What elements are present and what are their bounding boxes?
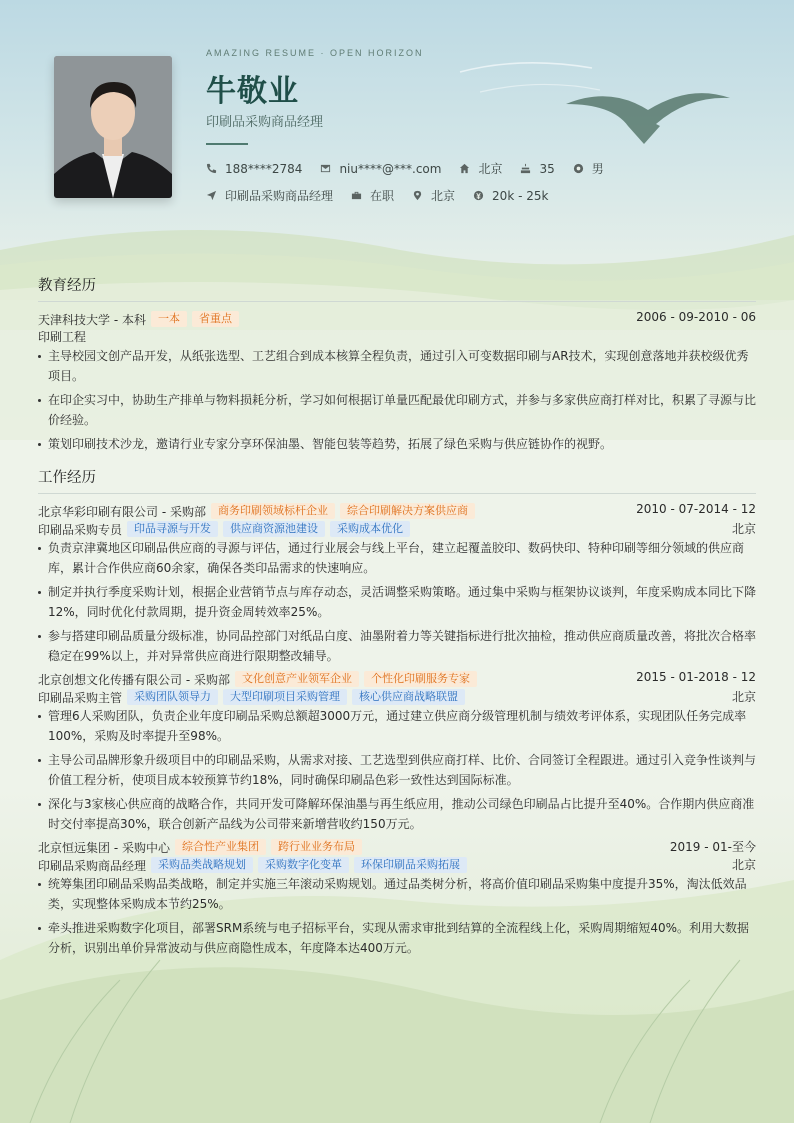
role-name: 印刷品采购专员 (38, 522, 123, 537)
job-bullets (38, 874, 756, 958)
target-city-text: 北京 (431, 189, 456, 203)
list-item: 统筹集团印刷品采购品类战略，制定并实施三年滚动采购规划。通过品类树分析，将高价值印刷品采购集中度提升35%，淘汰低效品类，实现整体采购成本节约25%。 (38, 874, 756, 914)
job-location: 北京 (731, 858, 756, 872)
status-item (351, 187, 394, 204)
job-entry (38, 502, 756, 666)
role-name: 印刷品采购商品经理 (38, 858, 147, 873)
role-tag: 采购数字化变革 (258, 857, 349, 873)
company-name: 北京华彩印刷有限公司 - 采购部 (38, 504, 206, 519)
job-location: 北京 (731, 522, 756, 536)
company-tag: 商务印刷领域标杆企业 (211, 503, 335, 519)
role-tag: 采购品类战略规划 (151, 857, 253, 873)
list-item: 参与搭建印刷品质量分级标准，协同品控部门对纸品白度、油墨附着力等关键指标进行批次抽检，推动供应商质量改善，将批次合格率稳定在99%以上，并对异常供应商进行限期整改辅导。 (38, 626, 756, 666)
list-item: 牵头推进采购数字化项目，部署SRM系统与电子招标平台，实现从需求审批到结算的全流程线上化，采购周期缩短40%。利用大数据分析，识别出单价异常波动与供应商隐性成本，年度降本达400万元。 (38, 918, 756, 958)
list-item: 主导校园文创产品开发，从纸张选型、工艺组合到成本核算全程负责，通过引入可变数据印刷与AR技术，实现创意落地并获校级优秀项目。 (38, 346, 756, 386)
job-role-row (38, 688, 756, 706)
education-date: 2006 - 09-2010 - 06 (636, 310, 756, 324)
work-section (38, 466, 756, 962)
company-name: 北京恒远集团 - 采购中心 (38, 840, 170, 855)
education-bullets (38, 346, 756, 454)
salary-text: 20k - 25k (492, 188, 549, 203)
title-underline (206, 143, 248, 145)
education-tag: 省重点 (192, 311, 239, 327)
gender-icon (573, 163, 584, 174)
company-tag: 个性化印刷服务专家 (364, 671, 477, 687)
gender-text: 男 (591, 162, 604, 176)
job-entry (38, 670, 756, 834)
job-location: 北京 (731, 690, 756, 704)
job-company-row (38, 502, 756, 520)
company-name: 北京创想文化传播有限公司 - 采购部 (38, 672, 230, 687)
job-role-row (38, 520, 756, 538)
home-icon (459, 163, 470, 174)
company-tag: 文化创意产业领军企业 (235, 671, 359, 687)
job-bullets (38, 706, 756, 834)
age-text: 35 (539, 161, 555, 176)
contact-info-row (206, 160, 622, 177)
job-entry (38, 838, 756, 958)
tagline: AMAZING RESUME · OPEN HORIZON (206, 48, 424, 58)
role-tag: 核心供应商战略联盟 (352, 689, 465, 705)
job-company-row (38, 838, 756, 856)
role-tag: 大型印刷项目采购管理 (223, 689, 347, 705)
education-tag: 一本 (151, 311, 187, 327)
hometown-text: 北京 (478, 162, 503, 176)
company-tag: 综合印刷解决方案供应商 (340, 503, 475, 519)
job-bullets (38, 538, 756, 666)
phone-icon (206, 163, 217, 174)
job-intent-row (206, 187, 566, 204)
list-item: 制定并执行季度采购计划，根据企业营销节点与库存动态，灵活调整采购策略。通过集中采购与框架协议谈判，年度采购成本同比下降12%，同时优化付款周期，提升资金周转效率25%。 (38, 582, 756, 622)
role-tag: 环保印刷品采购拓展 (354, 857, 467, 873)
mail-icon (320, 163, 331, 174)
job-date: 2019 - 01-至今 (669, 840, 756, 854)
phone-item (206, 162, 302, 176)
gender-item (573, 160, 604, 177)
job-date: 2015 - 01-2018 - 12 (636, 670, 756, 684)
cake-icon (520, 163, 531, 174)
hometown-item (459, 160, 502, 177)
profile-photo (54, 56, 172, 198)
email-text: niu****@***.com (339, 161, 442, 176)
list-item: 管理6人采购团队，负责企业年度印刷品采购总额超3000万元，通过建立供应商分级管理机制与绩效考评体系，实现团队任务完成率100%，采购及时率提升至98%。 (38, 706, 756, 746)
status-text: 在职 (370, 189, 395, 203)
age-item (520, 162, 554, 176)
company-tag: 跨行业业务布局 (271, 839, 362, 855)
candidate-name: 牛敬业 (206, 74, 299, 109)
job-title: 印刷品采购商品经理 (206, 115, 324, 130)
education-section (38, 274, 756, 458)
salary-icon (473, 190, 484, 201)
send-icon (206, 190, 217, 201)
work-title: 工作经历 (38, 466, 756, 494)
job-date: 2010 - 07-2014 - 12 (636, 502, 756, 516)
role-tag: 印品寻源与开发 (127, 521, 218, 537)
role-tag: 采购成本优化 (330, 521, 410, 537)
list-item: 主导公司品牌形象升级项目中的印刷品采购，从需求对接、工艺选型到供应商打样、比价、合同签订全程跟进。通过引入竞争性谈判与价值工程分析，使项目成本较预算节约18%，同时确保印刷品色彩一致性达到国际标准。 (38, 750, 756, 790)
list-item: 深化与3家核心供应商的战略合作，共同开发可降解环保油墨与再生纸应用，推动公司绿色印刷品占比提升至40%。合作期内供应商准时交付率提高30%，联合创新产品线为公司带来新增营收约150万元。 (38, 794, 756, 834)
phone-text: 188****2784 (225, 161, 303, 176)
major: 印刷工程 (38, 330, 87, 344)
briefcase-icon (351, 190, 362, 201)
role-tag: 采购团队领导力 (127, 689, 218, 705)
salary-item (473, 189, 548, 203)
company-tag: 综合性产业集团 (175, 839, 266, 855)
job-company-row (38, 670, 756, 688)
target-job-text: 印刷品采购商品经理 (225, 189, 334, 203)
role-name: 印刷品采购主管 (38, 690, 123, 705)
list-item: 负责京津冀地区印刷品供应商的寻源与评估，通过行业展会与线上平台，建立起覆盖胶印、数码快印、特种印刷等细分领域的供应商库，累计合作供应商60余家，确保各类印品需求的快速响应。 (38, 538, 756, 578)
email-item (320, 162, 441, 176)
education-header (38, 310, 756, 328)
role-tag: 供应商资源池建设 (223, 521, 325, 537)
location-pin-icon (412, 190, 423, 201)
target-job-item (206, 187, 333, 204)
target-city-item (412, 187, 455, 204)
list-item: 在印企实习中，协助生产排单与物料损耗分析，学习如何根据订单量匹配最优印刷方式，并参与多家供应商打样对比，积累了寻源与比价经验。 (38, 390, 756, 430)
education-title: 教育经历 (38, 274, 756, 302)
job-role-row (38, 856, 756, 874)
list-item: 策划印刷技术沙龙，邀请行业专家分享环保油墨、智能包装等趋势，拓展了绿色采购与供应链协作的视野。 (38, 434, 756, 454)
school-name: 天津科技大学 - 本科 (38, 312, 146, 327)
